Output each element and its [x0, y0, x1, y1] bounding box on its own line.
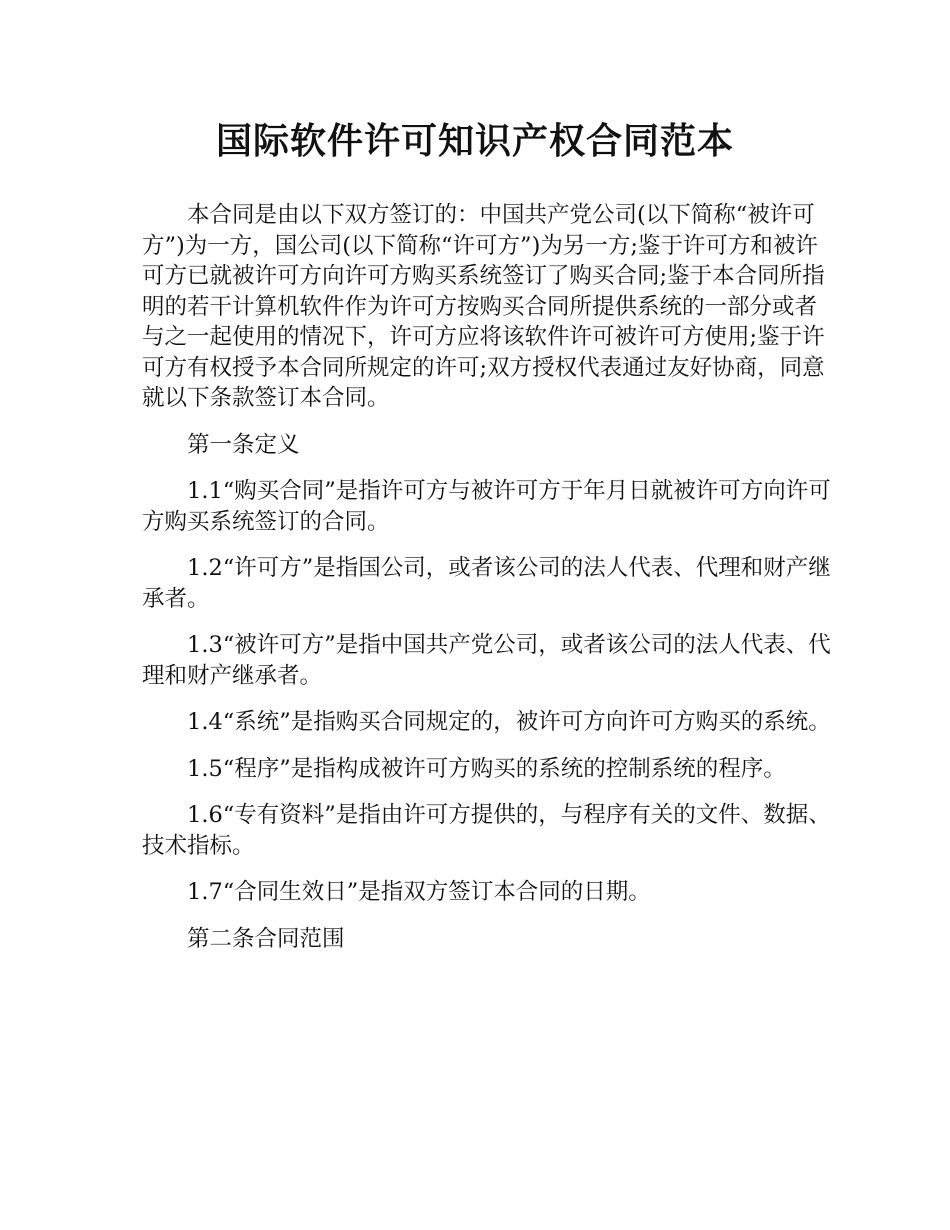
clause-1-3: 1.3“被许可方”是指中国共产党公司，或者该公司的法人代表、代理和财产继承者。 — [142, 632, 831, 689]
section-heading-definitions: 第一条定义 — [187, 431, 300, 458]
document-title: 国际软件许可知识产权合同范本 — [215, 121, 734, 162]
clause-1-7: 1.7“合同生效日”是指双方签订本合同的日期。 — [187, 879, 651, 905]
clause-1-5: 1.5“程序”是指构成被许可方购买的系统的控制系统的程序。 — [187, 755, 786, 782]
clause-1-2: 1.2“许可方”是指国公司，或者该公司的法人代表、代理和财产继承者。 — [142, 555, 831, 612]
paragraph-preamble: 本合同是由以下双方签订的：中国共产党公司(以下简称“被许可方”)为一方，国公司(以下简称“许可方”)为另一方;鉴于许可方和被许可方已就被许可方向许可方购买系统签订了购买合同;鉴于本合同所指明的若干计算机软件作为许可方按购买合同所提供系统的一部分或者与之一起使用的情况下，许可方应将该软件许可被许可方使用;鉴于许可方有权授予本合同所规定的许可;双方授权代表通过友好协商，同意就以下条款签订本合同。 — [142, 202, 825, 411]
clause-1-4: 1.4“系统”是指购买合同规定的，被许可方向许可方购买的系统。 — [187, 709, 831, 735]
document-body — [142, 200, 832, 970]
clause-1-6: 1.6“专有资料”是指由许可方提供的，与程序有关的文件、数据、技术指标。 — [142, 802, 831, 859]
section-heading-scope: 第二条合同范围 — [187, 925, 345, 952]
clause-1-1: 1.1“购买合同”是指许可方与被许可方于年月日就被许可方向许可方购买系统签订的合同。 — [142, 478, 831, 535]
